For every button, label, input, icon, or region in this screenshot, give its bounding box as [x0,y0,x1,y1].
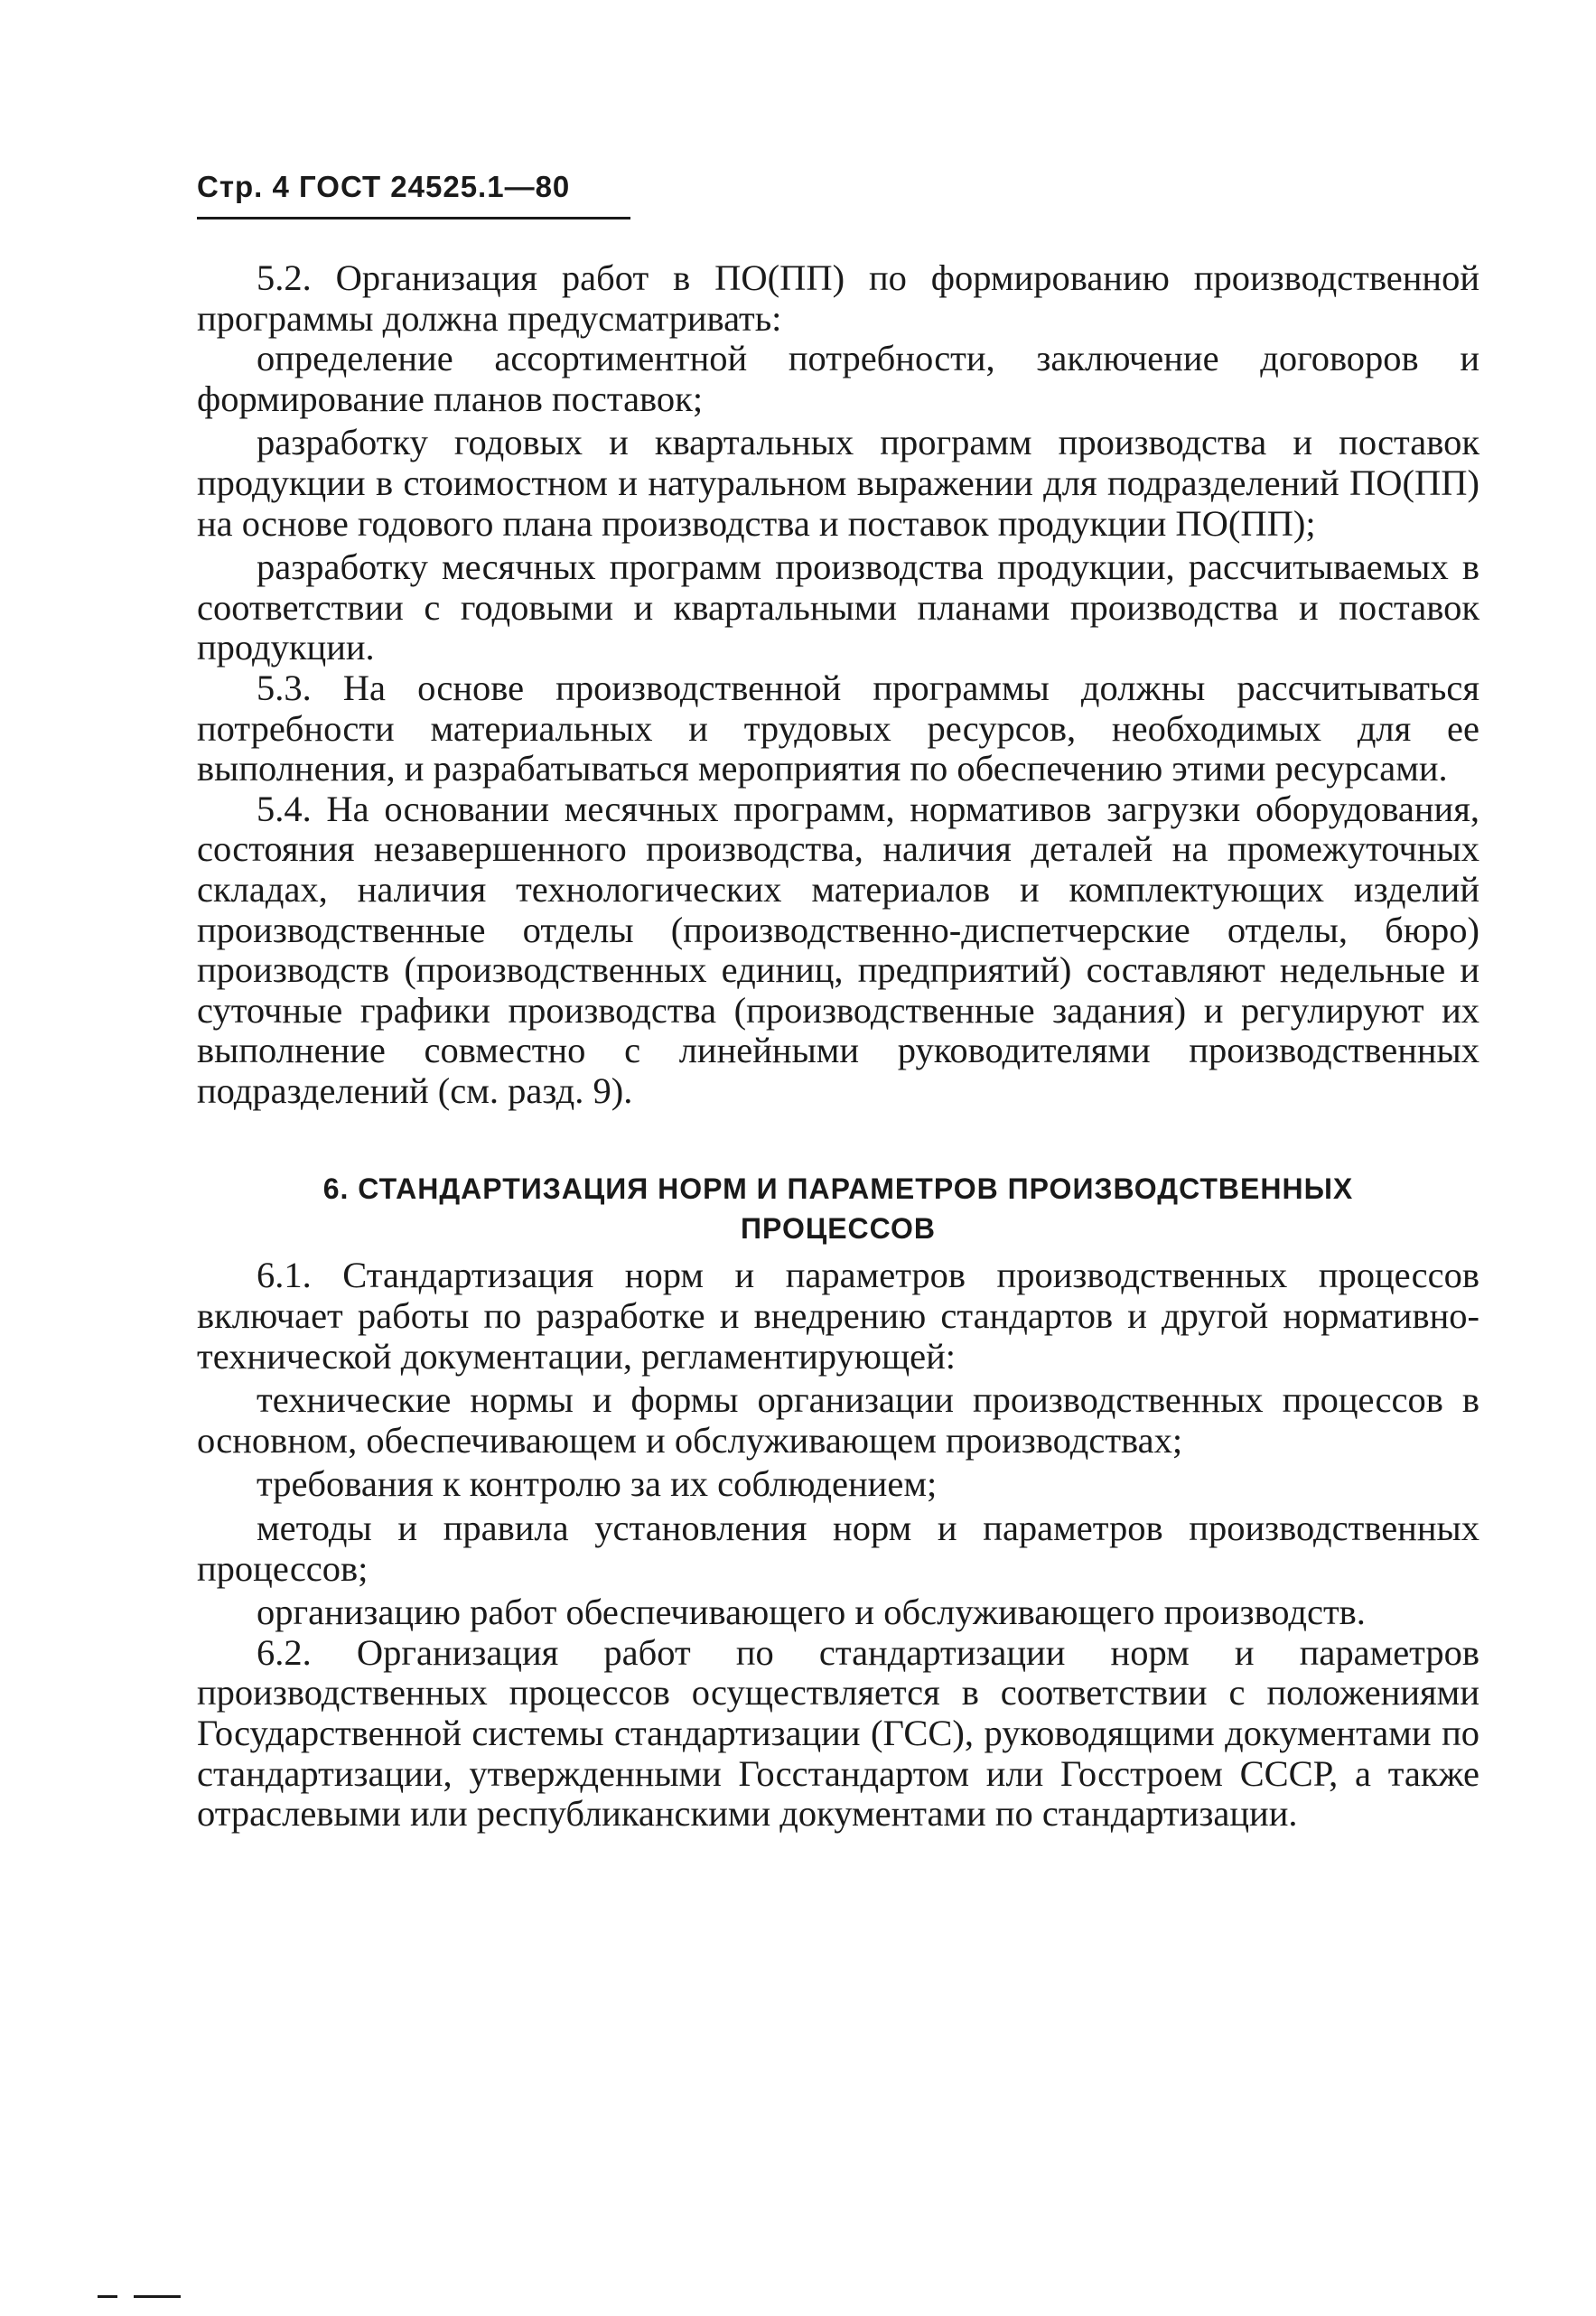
paragraph-5-4: 5.4. На основании месячных программ, нормативов загрузки оборудования, состояния незавершенного производства, наличия деталей на промежуточных складах, наличия технологических материалов и комплектующих изделий производственные отделы (производственно-диспетчерские отделы, бюро) производств (производственных единиц, предприятий) составляют недельные и суточные графики производства (производственные задания) и регулируют их выполнение совместно с линейными руководителями производственных подразделений (см. разд. 9). [197,788,1479,1111]
paragraph-5-2-item-1: определение ассортиментной потребности, заключение договоров и формирование планов поставок; [197,338,1479,419]
section-6-title [197,1169,1479,1248]
paragraph-5-2: 5.2. Организация работ в ПО(ПП) по формированию производственной программы должна предусматривать: [197,257,1479,339]
paragraph-5-2-item-3: разработку месячных программ производства продукции, рассчитываемых в соответствии с годовыми и квартальными планами производства и поставок продукции. [197,546,1479,668]
scan-mark [98,2295,117,2298]
section-6-title-line-2: ПРОЦЕССОВ [741,1212,936,1246]
section-6-title-line-1: 6. СТАНДАРТИЗАЦИЯ НОРМ И ПАРАМЕТРОВ ПРОИЗВОДСТВЕННЫХ [322,1172,1354,1206]
paragraph-6-2: 6.2. Организация работ по стандартизации норм и параметров производственных процессов осуществляется в соответствии с положениями Государственной системы стандартизации (ГСС), руководящими документами по стандартизации, утвержденными Госстандартом или Госстроем СССР, а также отраслевыми или республиканскими документами по стандартизации. [197,1631,1479,1835]
header-rule [197,217,630,219]
paragraph-6-1: 6.1. Стандартизация норм и параметров производственных процессов включает работы по разработке и внедрению стандартов и другой нормативно-технической документации, регламентирующей: [197,1255,1479,1377]
running-head: Стр. 4 ГОСТ 24525.1—80 [197,170,571,203]
paragraph-6-1-item-3: методы и правила установления норм и параметров производственных процессов; [197,1508,1479,1589]
paragraph-5-3: 5.3. На основе производственной программы должны рассчитываться потребности материальных и трудовых ресурсов, необходимых для ее выполнения, и разрабатываться мероприятия по обеспечению этими ресурсами. [197,667,1479,789]
scan-edge-marks [98,2295,181,2298]
scan-mark [134,2295,181,2298]
paragraph-5-2-item-2: разработку годовых и квартальных программ производства и поставок продукции в стоимостном и натуральном выражении для подразделений ПО(ПП) на основе годового плана производства и поставок продукции ПО(ПП); [197,422,1479,544]
document-body [197,258,1479,1835]
paragraph-6-1-item-2: требования к контролю за их соблюдением; [257,1463,938,1505]
paragraph-6-1-item-4: организацию работ обеспечивающего и обслуживающего производств. [257,1592,1366,1633]
paragraph-6-1-item-1: технические нормы и формы организации производственных процессов в основном, обеспечивающем и обслуживающем производствах; [197,1379,1479,1461]
